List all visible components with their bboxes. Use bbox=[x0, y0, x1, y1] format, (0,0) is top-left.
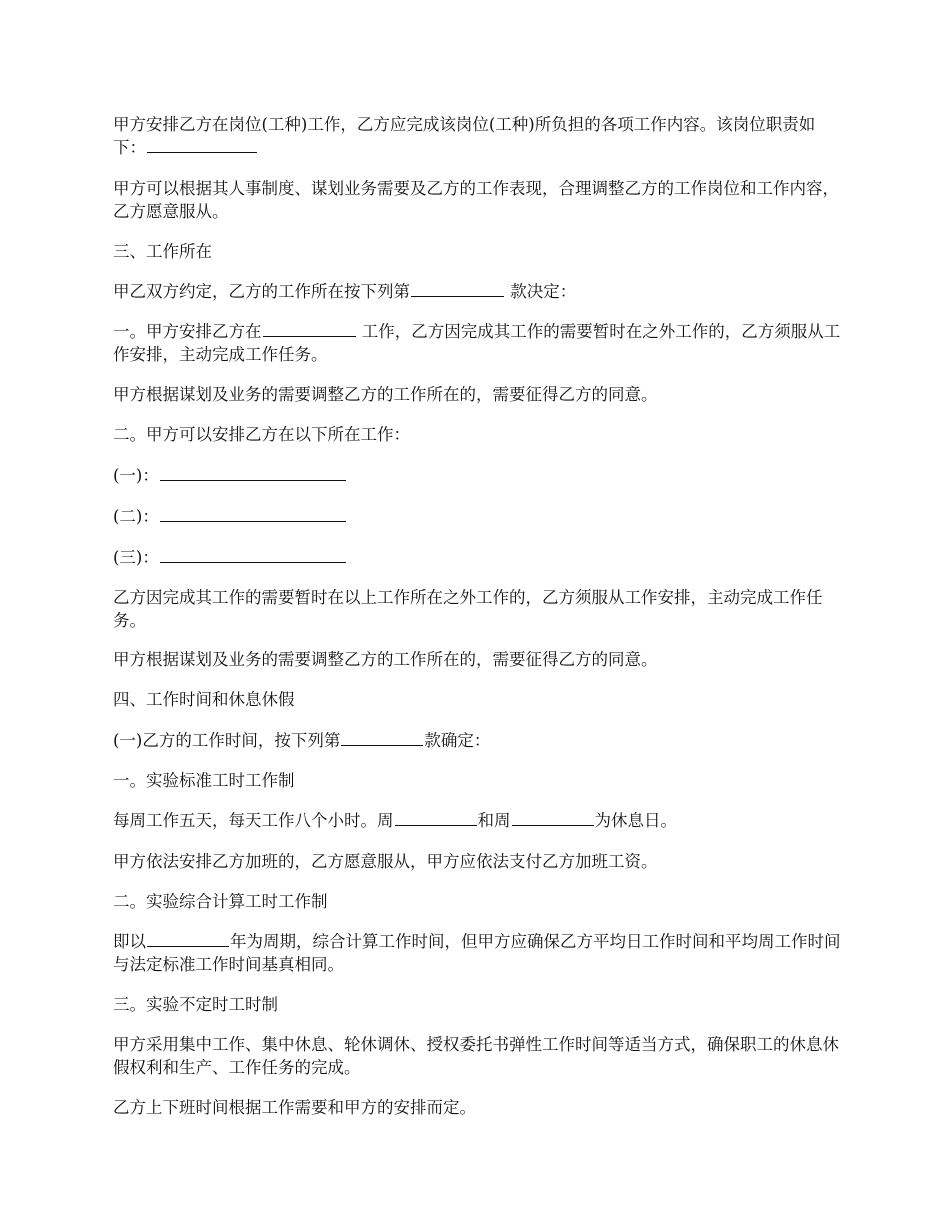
paragraph-text: 甲方安排乙方在岗位(工种)工作，乙方应完成该岗位(工种)所负担的各项工作内容。该岗位职责如下： bbox=[113, 115, 816, 157]
paragraph-rest-days bbox=[113, 809, 841, 832]
paragraph-text: 每周工作五天，每天工作八个小时。周 bbox=[113, 811, 394, 830]
paragraph-text: 一。甲方安排乙方在 bbox=[113, 322, 262, 341]
paragraph-location-option-two bbox=[113, 423, 841, 446]
paragraph-text: 甲方采用集中工作、集中休息、轮休调休、授权委托书弹性工作时间等适当方式，确保职工的休息休假权利和生产、工作任务的完成。 bbox=[113, 1035, 839, 1077]
paragraph-location-agreement bbox=[113, 280, 841, 303]
fill-blank-rest-day-two[interactable] bbox=[512, 809, 594, 826]
fill-blank-work-location[interactable] bbox=[263, 320, 356, 337]
paragraph-overtime bbox=[113, 850, 841, 873]
paragraph-commute-times bbox=[113, 1096, 841, 1119]
section-heading-work-location bbox=[113, 240, 841, 263]
paragraph-text: 甲方依法安排乙方加班的，乙方愿意服从，甲方应依法支付乙方加班工资。 bbox=[113, 852, 658, 871]
paragraph-text: 甲方可以根据其人事制度、谋划业务需要及乙方的工作表现，合理调整乙方的工作岗位和工作内容，乙方愿意服从。 bbox=[113, 179, 839, 221]
paragraph-job-position bbox=[113, 113, 841, 159]
paragraph-text: 乙方因完成其工作的需要暂时在以上工作所在之外工作的，乙方须服从工作安排，主动完成工作任务。 bbox=[113, 588, 823, 630]
location-line-two bbox=[113, 505, 841, 528]
location-line-one bbox=[113, 464, 841, 487]
paragraph-flexible-methods bbox=[113, 1033, 841, 1079]
paragraph-hours-clause bbox=[113, 729, 841, 752]
fill-blank-location-one[interactable] bbox=[160, 464, 346, 481]
paragraph-text: 为休息日。 bbox=[594, 811, 677, 830]
paragraph-location-adjustment-2 bbox=[113, 648, 841, 671]
fill-blank-job-duties[interactable] bbox=[147, 136, 257, 153]
fill-blank-location-two[interactable] bbox=[160, 505, 346, 522]
paragraph-text: 款决定： bbox=[505, 282, 577, 301]
paragraph-location-option-one bbox=[113, 320, 841, 366]
paragraph-standard-hours bbox=[113, 769, 841, 792]
paragraph-text: 年为周期，综合计算工作时间，但甲方应确保乙方平均日工作时间和平均周工作时间与法定标准工作时间基真相同。 bbox=[113, 932, 841, 974]
location-label: (三)： bbox=[113, 548, 159, 567]
paragraph-flexible-hours bbox=[113, 993, 841, 1016]
paragraph-temporary-work bbox=[113, 586, 841, 632]
paragraph-text: 甲方根据谋划及业务的需要调整乙方的工作所在的，需要征得乙方的同意。 bbox=[113, 385, 658, 404]
paragraph-comprehensive-period bbox=[113, 930, 841, 976]
fill-blank-clause-number[interactable] bbox=[411, 280, 504, 297]
heading-text: 四、工作时间和休息休假 bbox=[113, 690, 295, 709]
location-label: (二)： bbox=[113, 507, 159, 526]
paragraph-text: 工作，乙方因完成其工作的需要暂时在之外工作的，乙方须服从工作安排，主动完成工作任务。 bbox=[113, 322, 841, 364]
paragraph-text: 一。实验标准工时工作制 bbox=[113, 771, 295, 790]
fill-blank-location-three[interactable] bbox=[160, 546, 346, 563]
section-heading-work-hours bbox=[113, 688, 841, 711]
paragraph-text: 甲方根据谋划及业务的需要调整乙方的工作所在的，需要征得乙方的同意。 bbox=[113, 650, 658, 669]
heading-text: 三、工作所在 bbox=[113, 242, 212, 261]
paragraph-text: 款确定： bbox=[424, 731, 491, 750]
fill-blank-hours-clause[interactable] bbox=[341, 729, 423, 746]
paragraph-text: 乙方上下班时间根据工作需要和甲方的安排而定。 bbox=[113, 1098, 476, 1117]
paragraph-comprehensive-hours bbox=[113, 890, 841, 913]
paragraph-text: 即以 bbox=[113, 932, 146, 951]
paragraph-text: 和周 bbox=[477, 811, 511, 830]
fill-blank-rest-day-one[interactable] bbox=[395, 809, 477, 826]
fill-blank-period[interactable] bbox=[147, 930, 229, 947]
location-line-three bbox=[113, 546, 841, 569]
paragraph-text: 二。实验综合计算工时工作制 bbox=[113, 892, 328, 911]
paragraph-text: 甲乙双方约定，乙方的工作所在按下列第 bbox=[113, 282, 410, 301]
location-label: (一)： bbox=[113, 466, 159, 485]
paragraph-text: 二。甲方可以安排乙方在以下所在工作： bbox=[113, 425, 410, 444]
paragraph-adjust-position bbox=[113, 177, 841, 223]
paragraph-location-adjustment bbox=[113, 383, 841, 406]
paragraph-text: 三。实验不定时工时制 bbox=[113, 995, 278, 1014]
paragraph-text: (一)乙方的工作时间，按下列第 bbox=[113, 731, 341, 750]
